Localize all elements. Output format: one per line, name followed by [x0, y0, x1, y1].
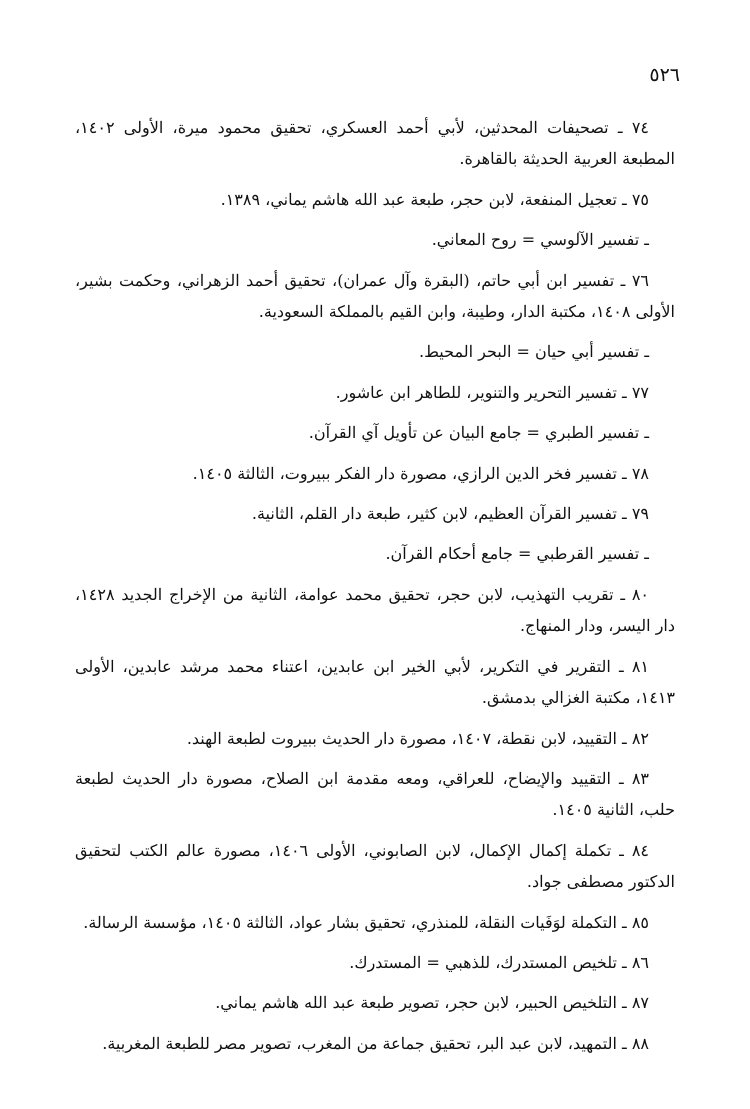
bibliography-cross-reference: ـ تفسير القرطبي = جامع أحكام القرآن.: [385, 544, 649, 564]
bibliography-cross-reference: ـ تفسير الآلوسي = روح المعاني.: [431, 230, 649, 250]
bibliography-entry: ٨٣ ـ التقييد والإيضاح، للعراقي، ومعه مقدمة ابن الصلاح، مصورة دار الحديث لطبعة حلب، الثانية ١٤٠٥.: [75, 768, 675, 820]
bibliography-entry: ٨٧ ـ التلخيص الحبير، لابن حجر، تصوير طبعة عبد الله هاشم يماني.: [215, 993, 649, 1013]
bibliography-entry: ٧٧ ـ تفسير التحرير والتنوير، للطاهر ابن عاشور.: [335, 382, 649, 402]
bibliography-entry: ٧٥ ـ تعجيل المنفعة، لابن حجر، طبعة عبد الله هاشم يماني، ١٣٨٩.: [220, 189, 649, 209]
bibliography-entry: ٧٨ ـ تفسير فخر الدين الرازي، مصورة دار الفكر ببيروت، الثالثة ١٤٠٥.: [192, 463, 649, 483]
bibliography-entry: ٧٩ ـ تفسير القرآن العظيم، لابن كثير، طبعة دار القلم، الثانية.: [251, 504, 649, 524]
bibliography-entry: ٨٨ ـ التمهيد، لابن عبد البر، تحقيق جماعة من المغرب، تصوير مصر للطبعة المغربية.: [102, 1033, 649, 1053]
bibliography-entry: ٨٠ ـ تقريب التهذيب، لابن حجر، تحقيق محمد عوامة، الثانية من الإخراج الجديد ١٤٢٨، دار اليسر، ودار المنهاج.: [75, 584, 675, 636]
bibliography-entry: ٧٤ ـ تصحيفات المحدثين، لأبي أحمد العسكري، تحقيق محمود ميرة، الأولى ١٤٠٢، المطبعة العربية الحديثة بالقاهرة.: [75, 118, 675, 169]
bibliography-entry: ٨٦ ـ تلخيص المستدرك، للذهبي = المستدرك.: [349, 952, 649, 972]
bibliography-list: [75, 112, 675, 1068]
bibliography-entry: ٨١ ـ التقرير في التكرير، لأبي الخير ابن عابدين، اعتناء محمد مرشد عابدين، الأولى ١٤١٣، مكتبة الغزالي بدمشق.: [75, 656, 675, 708]
bibliography-cross-reference: ـ تفسير الطبري = جامع البيان عن تأويل آي القرآن.: [308, 423, 649, 443]
bibliography-entry: ٨٢ ـ التقييد، لابن نقطة، ١٤٠٧، مصورة دار الحديث ببيروت لطبعة الهند.: [186, 728, 649, 748]
bibliography-entry: ٨٤ ـ تكملة إكمال الإكمال، لابن الصابوني، الأولى ١٤٠٦، مصورة عالم الكتب لتحقيق الدكتور مصطفى جواد.: [75, 840, 675, 892]
page-number: ٥٢٦: [649, 64, 680, 86]
bibliography-entry: ٧٦ ـ تفسير ابن أبي حاتم، (البقرة وآل عمران)، تحقيق أحمد الزهراني، وحكمت بشير، الأولى ١٤٠٨، مكتبة الدار، وطيبة، وابن القيم بالمملكة السعودية.: [75, 270, 675, 322]
bibliography-entry: ٨٥ ـ التكملة لوَفَيات النقلة، للمنذري، تحقيق بشار عواد، الثالثة ١٤٠٥، مؤسسة الرسالة.: [83, 912, 649, 932]
bibliography-cross-reference: ـ تفسير أبي حيان = البحر المحيط.: [419, 342, 649, 362]
